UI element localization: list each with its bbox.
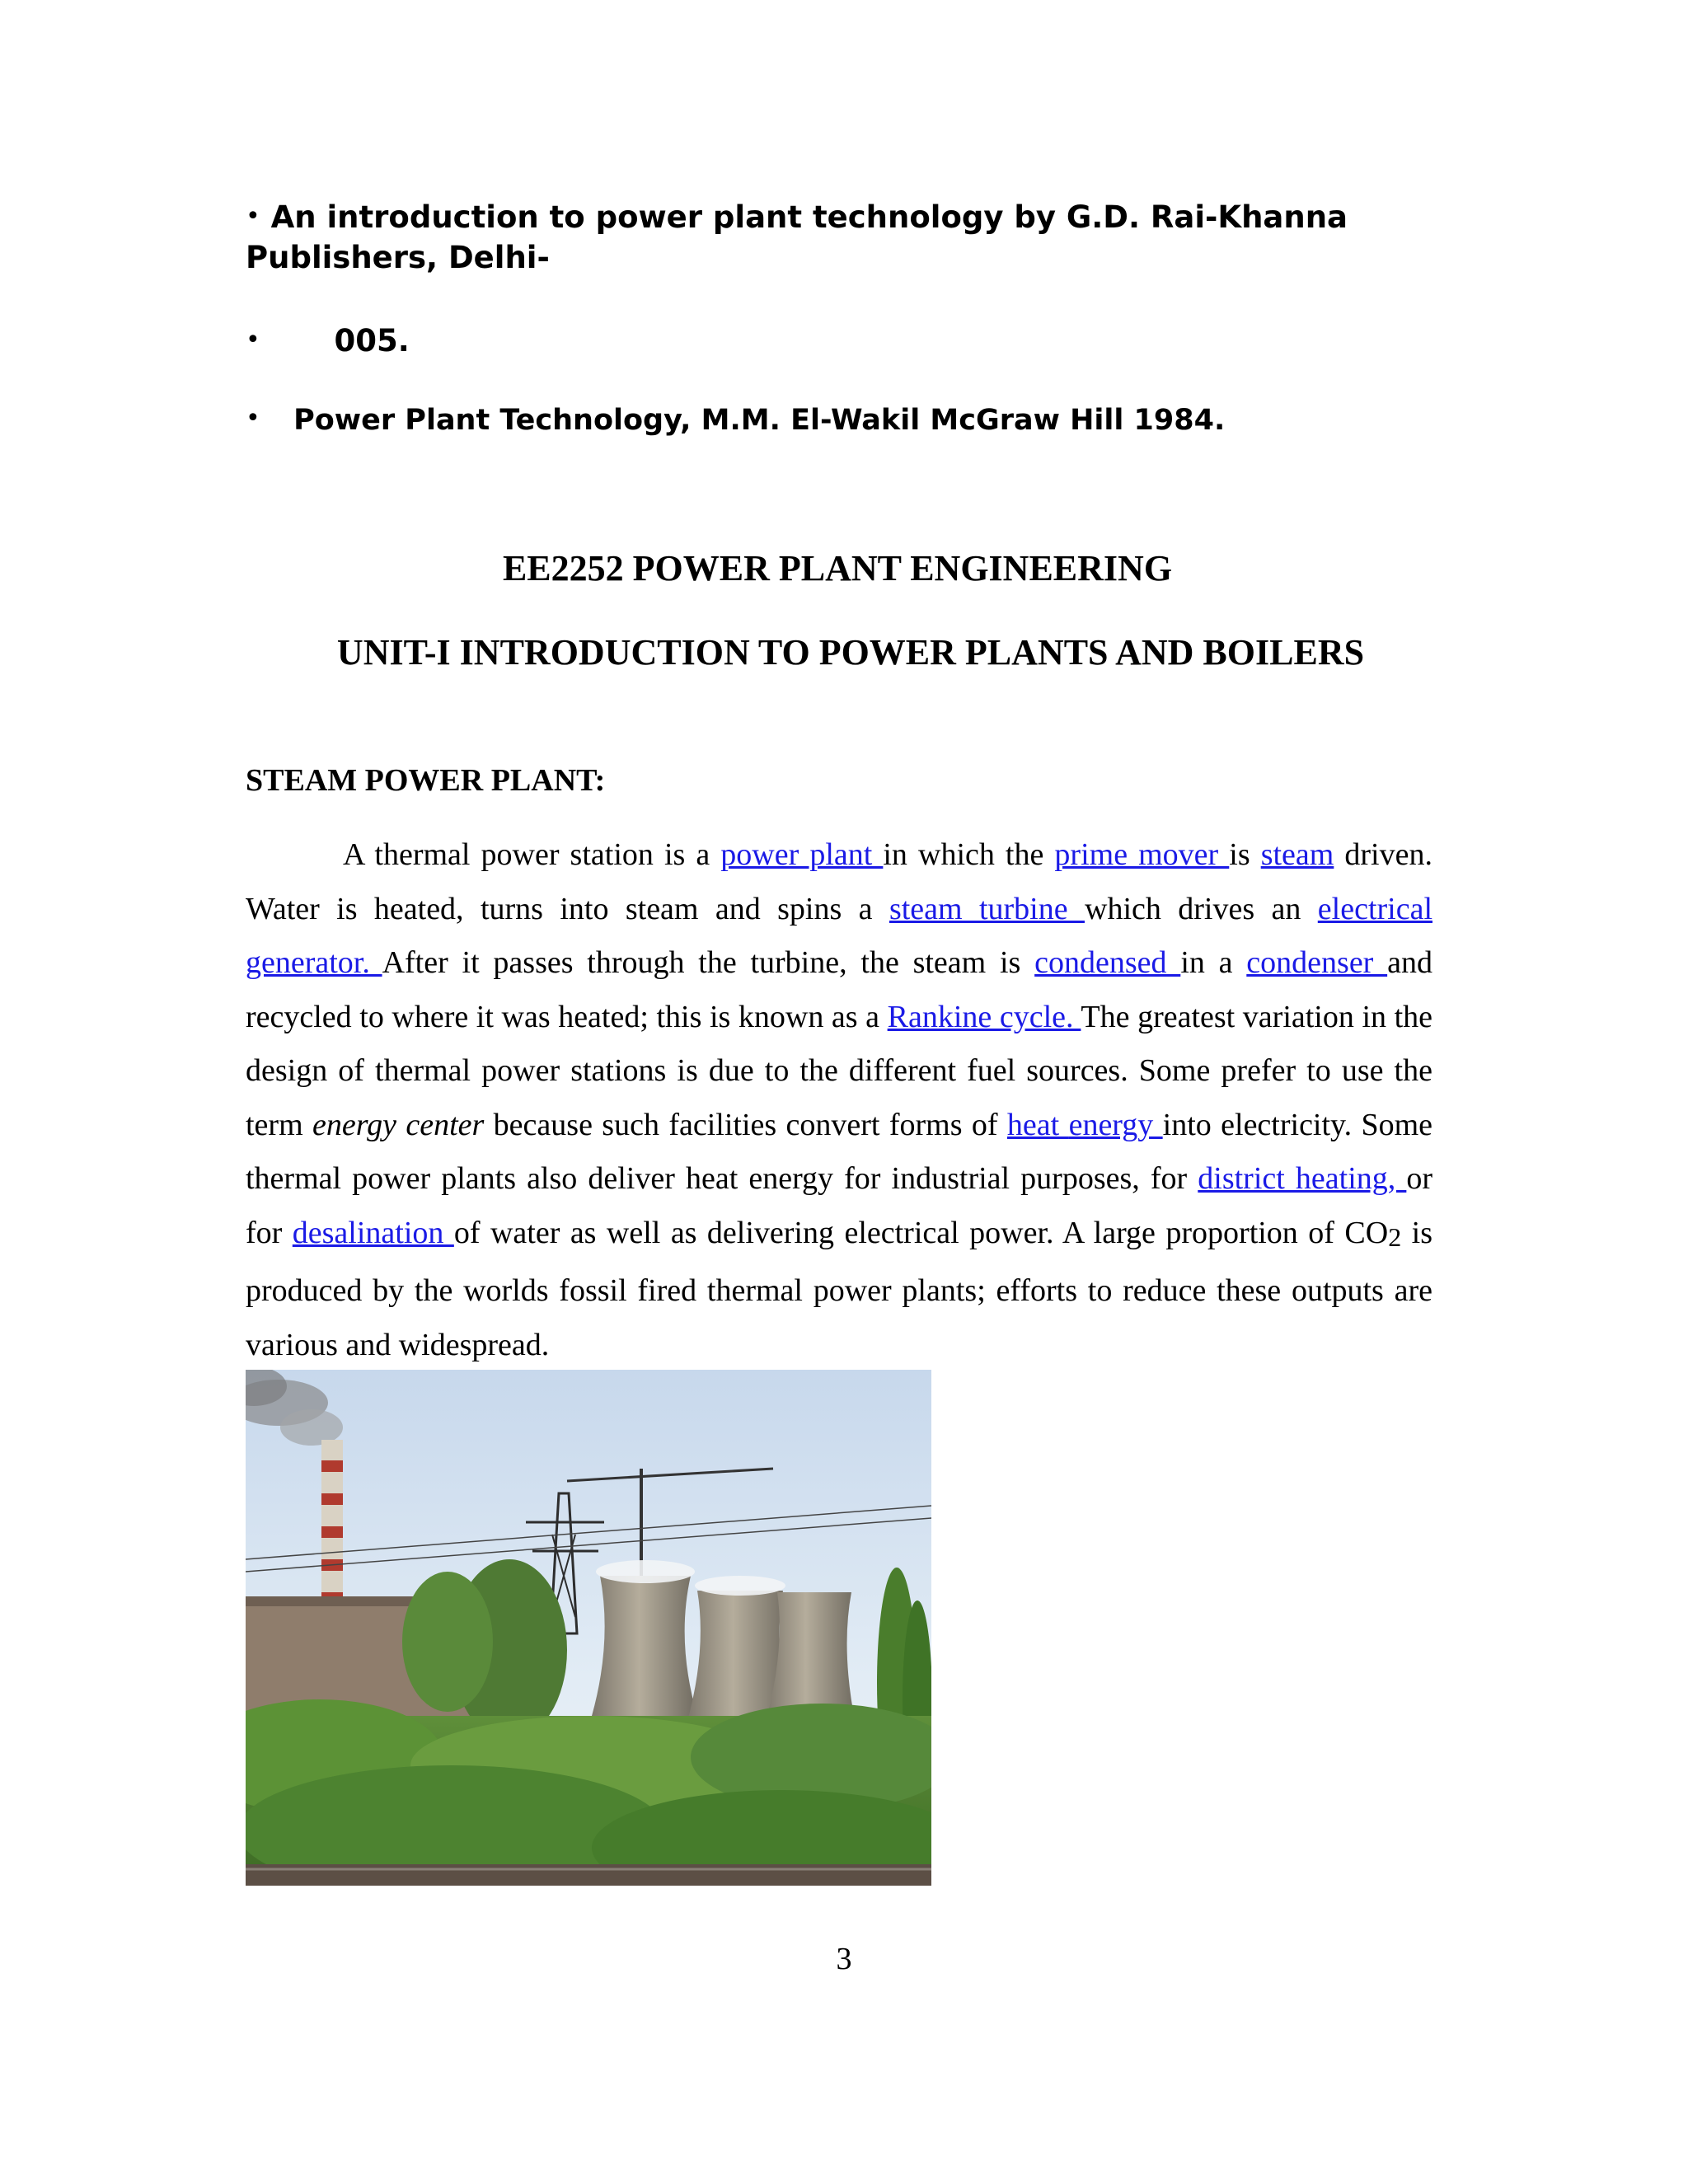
reference-item: [246, 398, 1225, 441]
para-emphasis: energy center: [312, 1107, 485, 1142]
link-rankine-cycle[interactable]: Rankine cycle.: [887, 999, 1081, 1034]
link-desalination[interactable]: desalination: [292, 1215, 454, 1250]
link-prime-mover[interactable]: prime mover: [1054, 837, 1230, 872]
reference-text: An introduction to power plant technology by G.D. Rai-Khanna: [270, 199, 1348, 235]
reference-text-continued: Publishers, Delhi-: [246, 240, 550, 275]
link-condenser[interactable]: condenser: [1246, 945, 1388, 980]
page-number: 3: [836, 1942, 852, 1976]
bullet-icon: •: [246, 404, 260, 433]
unit-title: UNIT-I INTRODUCTION TO POWER PLANTS AND BOILERS: [336, 632, 1365, 673]
para-text: driven. Water is heated, turns into steam and spins a: [246, 837, 1432, 926]
section-heading: STEAM POWER PLANT:: [246, 763, 606, 798]
link-energy[interactable]: energy: [1068, 1107, 1163, 1142]
reference-text: 005.: [334, 323, 410, 359]
para-text: because such facilities convert forms of: [484, 1107, 1007, 1142]
para-text: or for: [246, 1161, 1433, 1250]
link-heat[interactable]: heat: [1006, 1107, 1069, 1142]
link-power-plant[interactable]: power plant: [720, 837, 884, 872]
bullet-icon: •: [246, 202, 260, 231]
reference-item: [246, 320, 410, 362]
para-text: A thermal power station is a: [343, 837, 721, 872]
para-text: is: [1229, 837, 1261, 872]
para-text: The greatest variation in the design of thermal power stations is due to the different fuel sources. Some prefer to use the term: [246, 999, 1433, 1142]
reference-item: [246, 196, 1348, 238]
reference-text: Power Plant Technology, M.M. El-Wakil McGraw Hill 1984.: [293, 404, 1226, 437]
thermal-power-station-photo: [246, 1370, 931, 1886]
link-condensed[interactable]: condensed: [1034, 945, 1181, 980]
body-paragraph: [246, 828, 1432, 1372]
para-text: in which the: [883, 837, 1055, 872]
link-electrical-generator[interactable]: electrical generator.: [246, 891, 1432, 980]
para-text: into electricity. Some thermal power plants also deliver heat energy for industrial purposes, for: [246, 1107, 1433, 1196]
course-title: EE2252 POWER PLANT ENGINEERING: [502, 548, 1173, 588]
link-steam-turbine[interactable]: steam turbine: [889, 891, 1085, 926]
para-text: in a: [1180, 945, 1247, 980]
para-text: is produced by the worlds fossil fired thermal power plants; efforts to reduce these outputs are various and widespread.: [246, 1215, 1432, 1362]
para-text: which drives an: [1085, 891, 1318, 926]
bullet-icon: •: [246, 326, 260, 354]
link-steam[interactable]: steam: [1260, 837, 1334, 872]
link-district-heating[interactable]: district heating,: [1198, 1161, 1407, 1196]
para-text: of water as well as delivering electrical power. A large proportion of CO: [453, 1215, 1389, 1250]
subscript-2: 2: [1388, 1221, 1402, 1252]
para-text: and recycled to where it was heated; this is known as a: [246, 945, 1432, 1034]
para-text: After it passes through the turbine, the steam is: [382, 945, 1035, 980]
